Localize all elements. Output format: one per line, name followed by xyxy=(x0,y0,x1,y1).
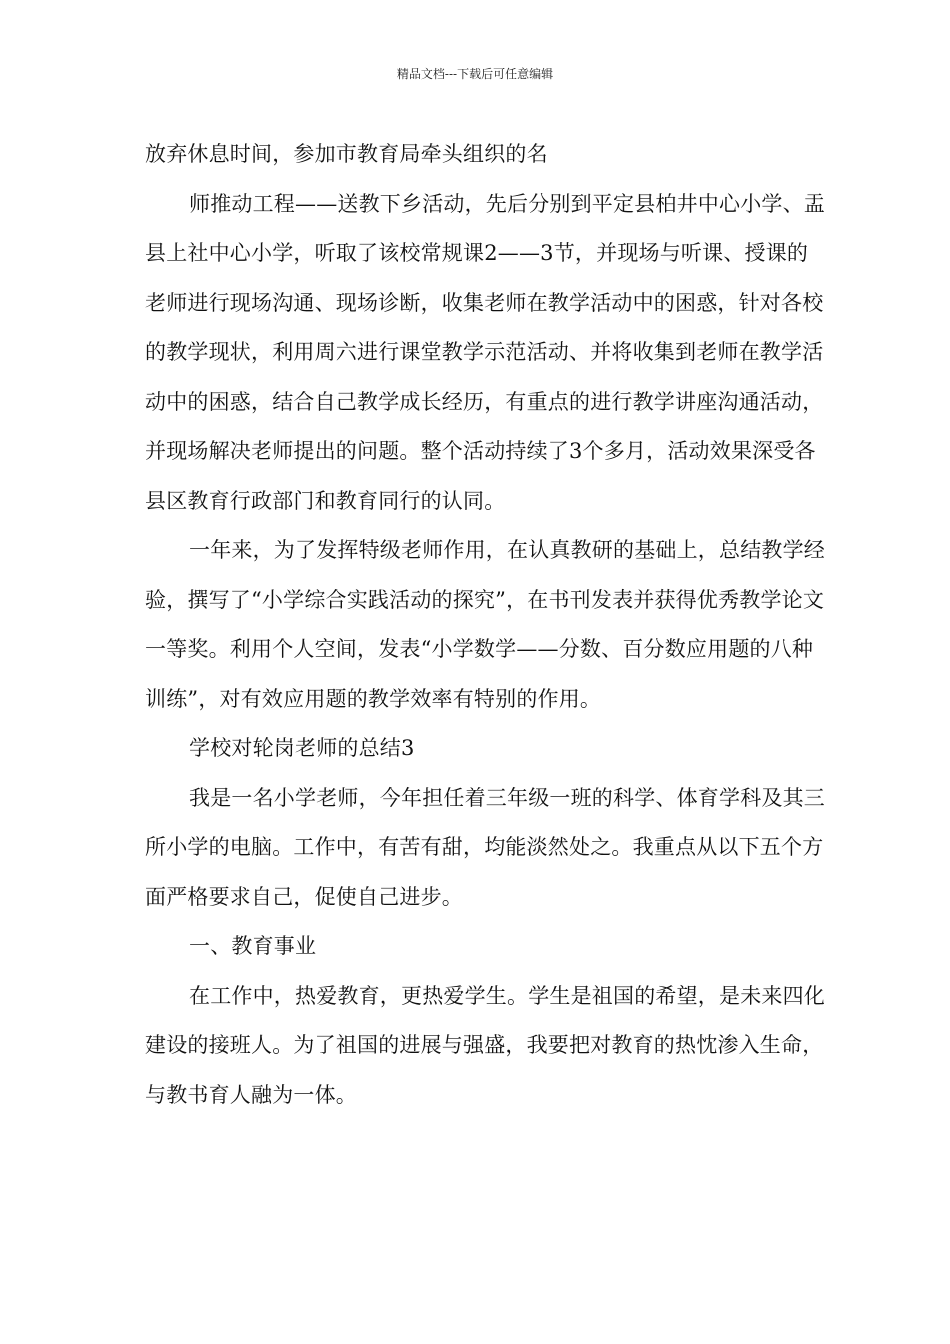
paragraph-1: 放弃休息时间，参加市教育局牵头组织的名 xyxy=(145,142,548,166)
section-heading-education: 一、教育事业 xyxy=(189,934,317,958)
paragraph-2: 师推动工程——送教下乡活动，先后分别到平定县柏井中心小学、盂县上社中心小学，听取了该校常规课2——3节，并现场与听课、授课的老师进行现场沟通、现场诊断，收集老师在教学活动中的困惑，针对各校的教学现状，利用周六进行课堂教学示范活动、并将收集到老师在教学活动中的困惑，结合自己教学成长经历，有重点的进行教学讲座沟通活动，并现场解决老师提出的问题。整个活动持续了3个多月，活动效果深受各县区教育行政部门和教育同行的认同。 xyxy=(145,191,825,513)
page-header: 精品文档---下载后可任意编辑 xyxy=(396,67,554,81)
section-title: 学校对轮岗老师的总结3 xyxy=(189,736,415,760)
paragraph-4: 我是一名小学老师，今年担任着三年级一班的科学、体育学科及其三所小学的电脑。工作中，有苦有甜，均能淡然处之。我重点从以下五个方面严格要求自己，促使自己进步。 xyxy=(145,785,825,909)
paragraph-3: 一年来，为了发挥特级老师作用，在认真教研的基础上，总结教学经验，撰写了“小学综合实践活动的探究”，在书刊发表并获得优秀教学论文一等奖。利用个人空间，发表“小学数学——分数、百分数应用题的八种训练”，对有效应用题的教学效率有特别的作用。 xyxy=(145,538,825,711)
paragraph-5: 在工作中，热爱教育，更热爱学生。学生是祖国的希望，是未来四化建设的接班人。为了祖国的进展与强盛，我要把对教育的热忱渗入生命，与教书育人融为一体。 xyxy=(145,983,825,1107)
document-body xyxy=(145,130,825,1120)
